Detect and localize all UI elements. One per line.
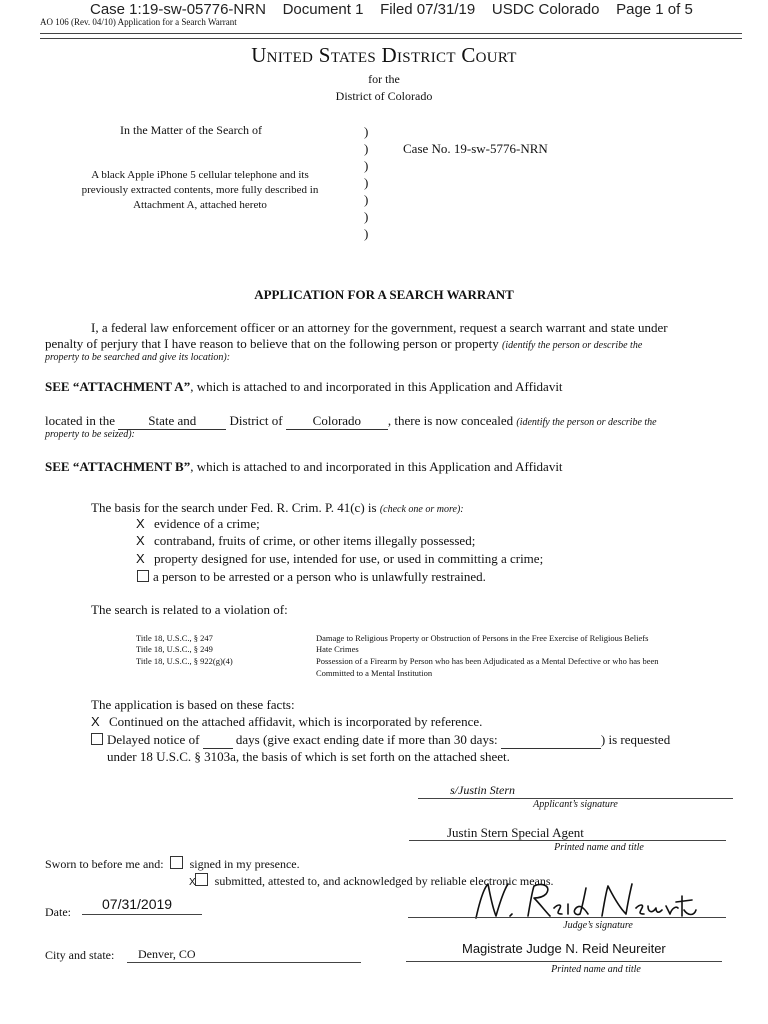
basis-item [137,569,486,585]
intro-hint-cont: property to be searched and give its location): [45,352,231,363]
applicant-name: Justin Stern Special Agent [447,825,584,840]
date-value: 07/31/2019 [102,896,173,912]
see-attachment-a [45,379,563,395]
judge-sig-line [408,917,726,918]
date-line [82,914,202,915]
located-line [45,413,657,430]
sworn-line [45,856,300,872]
header-rule-top [40,33,742,34]
intro-hint: (identify the person or describe the [502,340,643,351]
statute-desc: Damage to Religious Property or Obstruction of Persons in the Free Exercise of Religious Beliefs [316,633,649,643]
document-number: Document 1 [282,1,364,18]
form-id: AO 106 (Rev. 04/10) Application for a Search Warrant [40,17,237,27]
applicant-printed-label: Printed name and title [554,842,644,853]
checkbox-icon [91,733,103,745]
basis-item [136,533,475,549]
located-suffix: , there is now concealed [387,413,514,428]
basis-item [136,551,543,567]
attachment-b-text: , which is attached to and incorporated in this Application and Affidavit [190,459,563,474]
applicant-sig-label: Applicant’s signature [533,799,618,810]
facts-continued [91,714,482,730]
delayed-text: days (give exact ending date if more than 30 days: [235,732,498,747]
statute-desc: Hate Crimes [316,644,359,654]
caption-parentheses: ) ) ) ) ) ) ) [364,124,369,241]
judge-sig-label: Judge’s signature [563,920,633,931]
checkbox-icon [137,570,149,582]
facts-continued-text: Continued on the attached affidavit, which is incorporated by reference. [109,714,483,729]
sworn-option-1: signed in my presence. [189,857,300,871]
located-district-label: District of [229,413,283,428]
delayed-text: Delayed notice of [107,732,200,747]
case-number: Case 1:19-sw-05776-NRN [90,1,266,18]
intro-line-2 [45,336,642,352]
city-value: Denver, CO [138,947,196,961]
check-mark: X [136,533,145,548]
checkbox-icon [195,873,208,886]
basis-item-label: contraband, fruits of crime, or other items illegally possessed; [154,533,476,548]
see-attachment-b [45,459,563,475]
case-no: Case No. 19-sw-5776-NRN [403,141,548,156]
basis-item-label: a person to be arrested or a person who is unlawfully restrained. [153,569,486,584]
judge-name: Magistrate Judge N. Reid Neureiter [462,941,666,956]
applicant-name-line [409,840,726,841]
facts-heading: The application is based on these facts: [91,697,295,712]
check-mark: X [189,877,196,888]
statute-desc-cont: Committed to a Mental Institution [316,668,433,678]
date-label: Date: [45,905,71,919]
city-label: City and state: [45,948,115,962]
statute-code: Title 18, U.S.C., § 247 [136,633,213,643]
attachment-a-label: SEE “ATTACHMENT A” [45,379,191,394]
basis-item-label: property designed for use, intended for use, or used in committing a crime; [154,551,544,566]
application-title: APPLICATION FOR A SEARCH WARRANT [254,287,514,302]
checkbox-icon [170,856,183,869]
delayed-days-blank [203,732,233,749]
delayed-date-blank [501,732,601,749]
statute-code: Title 18, U.S.C., § 249 [136,644,213,654]
matter-heading: In the Matter of the Search of [120,123,262,137]
ecf-header [90,1,693,18]
basis-item-label: evidence of a crime; [154,516,260,531]
intro-line-1: I, a federal law enforcement officer or an attorney for the government, request a search warrant and state under [91,320,668,335]
filed-date: Filed 07/31/19 [380,1,476,18]
matter-description-line: previously extracted contents, more fully described in [81,184,319,196]
located-district-blank: Colorado [286,413,388,430]
statute-code: Title 18, U.S.C., § 922(g)(4) [136,656,233,666]
city-line [127,962,361,963]
intro-text: penalty of perjury that I have reason to believe that on the following person or property [45,336,499,351]
applicant-signature: s/Justin Stern [450,783,515,797]
attachment-b-label: SEE “ATTACHMENT B” [45,459,191,474]
basis-heading-text: The basis for the search under Fed. R. Crim. P. 41(c) is [91,500,377,515]
matter-description [50,168,350,213]
delayed-line-2: under 18 U.S.C. § 3103a, the basis of which is set forth on the attached sheet. [107,749,510,764]
located-state-blank: State and [118,413,226,430]
page-indicator: Page 1 of 5 [616,1,693,18]
sworn-label: Sworn to before me and: [45,857,164,871]
for-the: for the [368,72,400,86]
judge-printed-label: Printed name and title [551,964,641,975]
attachment-a-text: , which is attached to and incorporated in this Application and Affidavit [190,379,563,394]
sworn-option-2: submitted, attested to, and acknowledged by reliable electronic means. [214,874,554,888]
header-rule-bottom [40,38,742,39]
check-mark: X [136,516,145,531]
court-name: USDC Colorado [491,1,600,18]
court-title: United States District Court [251,43,517,67]
judge-name-line [406,961,722,962]
located-hint: (identify the person or describe the [516,417,657,428]
matter-description-line: Attachment A, attached hereto [133,199,267,211]
facts-delayed [91,732,670,749]
delayed-text: ) is requested [600,732,671,747]
basis-heading [91,500,464,516]
check-mark: X [136,551,145,566]
statute-desc: Possession of a Firearm by Person who has been Adjudicated as a Mental Defective or who has been [316,656,659,666]
basis-hint: (check one or more): [379,504,464,515]
located-hint-cont: property to be seized): [45,429,135,440]
district-name: District of Colorado [335,89,433,103]
violation-heading: The search is related to a violation of: [91,602,288,617]
basis-item [136,516,260,532]
matter-description-line: A black Apple iPhone 5 cellular telephone and its [91,169,309,181]
located-prefix: located in the [45,413,116,428]
check-mark: X [91,714,100,729]
